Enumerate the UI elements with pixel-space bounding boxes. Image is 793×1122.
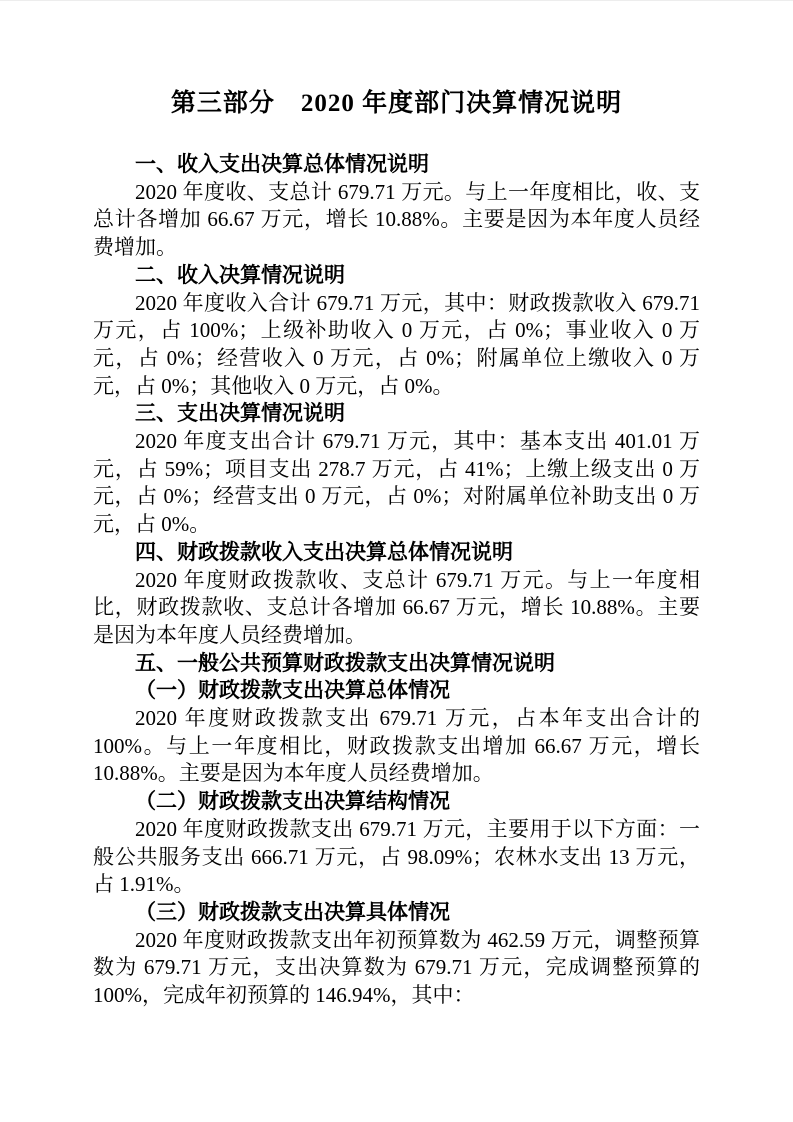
subsection-5-3-paragraph: 2020 年度财政拨款支出年初预算数为 462.59 万元，调整预算数为 679.71 万元，支出决算数为 679.71 万元，完成调整预算的 100%，完成年初预算的 146.94%，其中： bbox=[93, 927, 700, 1008]
subsection-5-3-heading: （三）财政拨款支出决算具体情况 bbox=[135, 900, 450, 924]
section-1-heading: 一、收入支出决算总体情况说明 bbox=[135, 153, 429, 176]
section-3-paragraph: 2020 年度支出合计 679.71 万元，其中：基本支出 401.01 万元，占 59%；项目支出 278.7 万元，占 41%；上缴上级支出 0 万元，占 0%；经营支出 0 万元，占 0%；对附属单位补助支出 0 万元，占 0%。 bbox=[93, 429, 700, 537]
section-1-paragraph: 2020 年度收、支总计 679.71 万元。与上一年度相比，收、支总计各增加 66.67 万元，增长 10.88%。主要是因为本年度人员经费增加。 bbox=[93, 179, 700, 260]
subsection-5-1-paragraph: 2020 年度财政拨款支出 679.71 万元，占本年支出合计的 100%。与上一年度相比，财政拨款支出增加 66.67 万元，增长 10.88%。主要是因为本年度人员经费增加。 bbox=[93, 706, 700, 786]
section-2-paragraph: 2020 年度收入合计 679.71 万元，其中：财政拨款收入 679.71 万元，占 100%；上级补助收入 0 万元，占 0%；事业收入 0 万元，占 0%；经营收入 0 万元，占 0%；附属单位上缴收入 0 万元，占 0%；其他收入 0 万元，占 0%。 bbox=[93, 290, 700, 398]
section-4-paragraph: 2020 年度财政拨款收、支总计 679.71 万元。与上一年度相比，财政拨款收、支总计各增加 66.67 万元，增长 10.88%。主要是因为本年度人员经费增加。 bbox=[93, 567, 700, 647]
subsection-5-2-paragraph: 2020 年度财政拨款支出 679.71 万元，主要用于以下方面：一般公共服务支出 666.71 万元，占 98.09%；农林水支出 13 万元，占 1.91%。 bbox=[93, 816, 700, 897]
subsection-5-1-heading: （一）财政拨款支出决算总体情况 bbox=[135, 679, 450, 703]
subsection-5-2-heading: （二）财政拨款支出决算结构情况 bbox=[135, 790, 450, 814]
document-body bbox=[93, 89, 700, 1010]
section-2-heading: 二、收入决算情况说明 bbox=[135, 263, 345, 287]
section-3-heading: 三、支出决算情况说明 bbox=[135, 402, 345, 426]
document-title: 第三部分 2020 年度部门决算情况说明 bbox=[170, 90, 623, 117]
section-4-heading: 四、财政拨款收入支出决算总体情况说明 bbox=[135, 540, 513, 564]
section-5-heading: 五、一般公共预算财政拨款支出决算情况说明 bbox=[135, 651, 555, 675]
